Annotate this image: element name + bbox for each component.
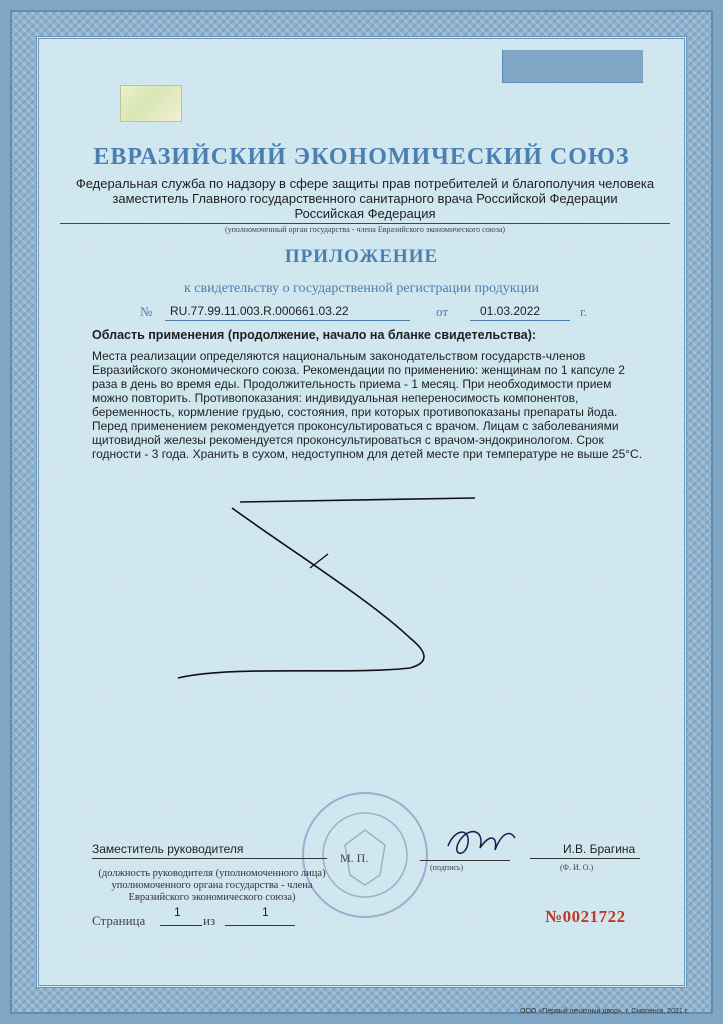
- printer-imprint: ООО «Первый печатный двор», г. Смоленск, 2021 г.: [520, 1008, 689, 1015]
- deputy-label: Заместитель руководителя: [92, 842, 244, 856]
- scope-line: годности - 3 года. Хранить в сухом, недоступном для детей месте при температуре не выше 25°С.: [92, 447, 643, 461]
- handwritten-signature-icon: [440, 818, 520, 863]
- date-underline: [470, 320, 570, 321]
- authority-name: [60, 176, 670, 221]
- scope-line: беременность, кормление грудью, состояния, при которых противопоказаны препараты йода.: [92, 405, 618, 419]
- page-label: Страница: [92, 913, 146, 928]
- scope-heading: Область применения (продолжение, начало на бланке свидетельства):: [92, 328, 537, 342]
- name-note: (Ф. И. О.): [560, 863, 594, 872]
- number-label: №: [140, 304, 153, 319]
- certificate-number: RU.77.99.11.003.R.000661.03.22: [170, 304, 349, 318]
- scope-line: можно повторить. Противопоказания: индивидуальная непереносимость компонентов,: [92, 391, 579, 405]
- signature-underline: [420, 860, 510, 861]
- signer-name: И.В. Брагина: [563, 842, 636, 856]
- appendix-title: ПРИЛОЖЕНИЕ: [284, 246, 439, 267]
- from-label: от: [436, 304, 449, 319]
- scope-text: [92, 349, 662, 461]
- scope-line: щитовидной железы рекомендуется проконсультироваться с врачом-эндокринологом. Срок: [92, 433, 604, 447]
- scope-line: Евразийского экономического союза. Рекомендации по применению: женщинам по 1 капсуле 2: [92, 363, 625, 377]
- hologram-icon: [120, 85, 182, 122]
- name-underline: [530, 858, 640, 859]
- union-title: ЕВРАЗИЙСКИЙ ЭКОНОМИЧЕСКИЙ СОЮЗ: [93, 144, 630, 170]
- authority-note: (уполномоченный орган государства - члена Евразийского экономического союза): [60, 223, 670, 234]
- z-strike-mark: [170, 490, 490, 690]
- certificate-date: 01.03.2022: [480, 304, 541, 318]
- appendix-subtitle: к свидетельству о государственной регистрации продукции: [183, 281, 540, 296]
- signature-note: (подпись): [430, 863, 464, 872]
- page-number-underline: [160, 925, 202, 926]
- page-number: 1: [174, 905, 181, 919]
- seal-place-label: М. П.: [340, 851, 369, 865]
- year-suffix: г.: [580, 304, 588, 319]
- deputy-underline: [92, 858, 327, 859]
- number-underline: [165, 320, 410, 321]
- page-total-underline: [225, 925, 295, 926]
- scope-line: Перед применением рекомендуется проконсультироваться с врачом. Лицам с заболеваниями: [92, 419, 619, 433]
- scope-line: Места реализации определяются национальным законодательством государств-членов: [92, 349, 586, 363]
- authority-line-2: заместитель Главного государственного санитарного врача Российской Федерации: [112, 191, 618, 206]
- authority-line-3: Российская Федерация: [294, 206, 436, 221]
- position-note: (должность руководителя (уполномоченного лица) уполномоченного органа государства - члена Евразийского экономического союза): [98, 868, 326, 903]
- serial-number: №0021722: [545, 907, 626, 926]
- of-label: из: [203, 913, 216, 928]
- page-total: 1: [262, 905, 269, 919]
- authority-line-1: Федеральная служба по надзору в сфере защиты прав потребителей и благополучия человека: [75, 176, 655, 191]
- scope-line: раза в день во время еды. Продолжительность приема - 1 месяц. При необходимости прием: [92, 377, 612, 391]
- top-ornament: [502, 50, 643, 83]
